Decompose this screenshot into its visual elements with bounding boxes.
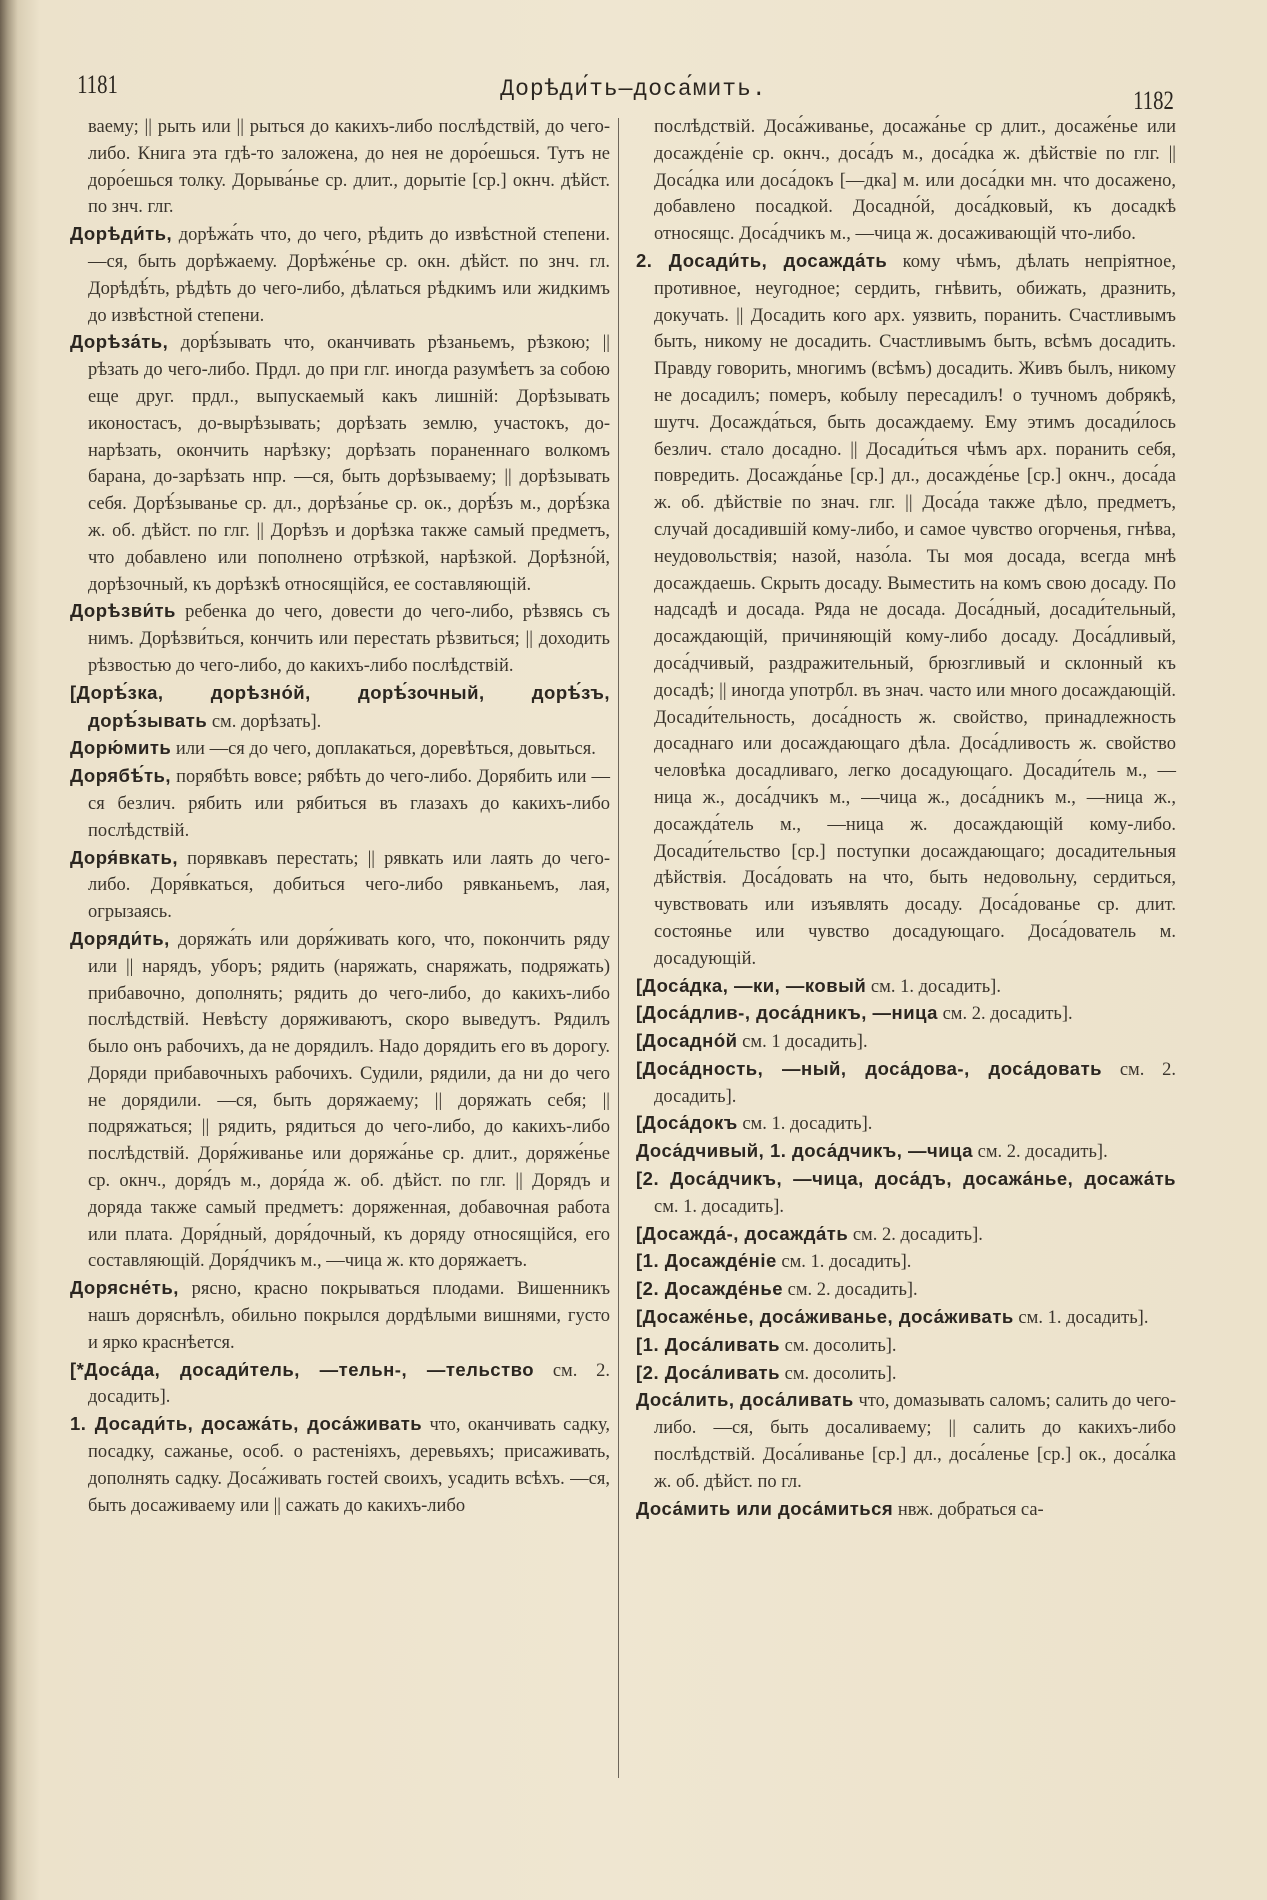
entry-body: доряжа́ть или доря́живать кого, что, покончить ряду или || нарядъ, уборъ; рядить (наряжать, снаряжать, подряжать) прибавочно, дополнять; рядить до чего-либо, до какихъ-либо послѣдствій. Невѣсту доряживаютъ, скоро выведутъ. Рядилъ было онъ рабочихъ, да не дорядилъ. Надо дорядить его въ дорогу. Доряди прибавочныхъ рабочихъ. Судили, рядили, да ни до чего не дорядили. —ся, быть доряжаему; || доряжать себя; || подряжаться; || рядить, рядиться до чего-либо, до какихъ-либо послѣдствій. Доря́живанье или доряжа́нье ср. длит., доряже́нье ср. окнч., доря́дъ м., доря́да ж. об. дѣйст. по глг. || Дорядъ и доряда также самый предметъ: доряженная, добавочная работа или плата. Доря́дный, доря́дочный, къ доряду относящійся, его составляющій. Доря́дчикъ м., —чица ж. кто доряжаетъ. (88, 929, 610, 1272)
dictionary-entry (636, 973, 1176, 1001)
entry-body: нвж. добраться са- (897, 1499, 1044, 1520)
entry-body: дорѣ́зывать что, оканчивать рѣзаньемъ, рѣзкою; || рѣзать до чего-либо. Прдл. до при глг. иногда разумѣетъ за собою еще друг. прдл., выпускаемый какъ лишній: Дорѣзывать иконостасъ, до-вырѣзывать; дорѣзать землю, участокъ, до-нарѣзать, окончить нарѣзку; дорѣзать пораненнаго волкомъ барана, до-зарѣзать нпр. —ся, быть дорѣзываему; || дорѣзывать себя. Дорѣ́зыванье ср. дл., дорѣза́нье ср. ок., дорѣ́зъ м., дорѣ́зка ж. об. дѣйст. по глг. || Дорѣзъ и дорѣзка также самый предметъ, что добавлено или пополнено отрѣзкой, нарѣзкой. Дорѣзно́й, дорѣзочный, къ дорѣзкѣ относящійся, ее составляющій. (88, 333, 611, 595)
entry-headword: Дорябѣ́ть, (70, 765, 172, 787)
dictionary-entry (70, 845, 610, 926)
dictionary-entry (636, 1110, 1176, 1138)
entry-body: порявкавъ перестать; || рявкать или лаять до чего-либо. Доря́вкаться, добиться чего-либо рявканьемъ, лая, огрызаясь. (88, 848, 610, 923)
entry-headword: Доса́мить или доса́миться (636, 1497, 894, 1519)
dictionary-entry (70, 114, 610, 221)
dictionary-entry (636, 1056, 1176, 1111)
column-divider (618, 118, 619, 1778)
entry-body: ваему; || рыть или || рыться до какихъ-либо послѣдствій, до чего-либо. Книга эта гдѣ-то заложена, до нея не доро́ешься. Тутъ не доро́ешься толку. Дорыва́нье ср. длит., дорытіе [ср.] окнч. дѣйст. по знч. глг. (88, 117, 610, 218)
entry-body: см. 2. досадить]. (977, 1142, 1108, 1163)
dictionary-entry (70, 1357, 610, 1412)
entry-body: см. 1 досадить]. (742, 1032, 868, 1053)
entry-body: см. 1. досадить]. (654, 1196, 785, 1217)
entry-body: рясно, красно покрываться плодами. Вишенникъ нашъ доряснѣлъ, обильно покрылся дордѣлыми вишнями, густо и ярко краснѣется. (88, 1279, 611, 1353)
entry-headword: [Доса́длив-, доса́дникъ, —ница (636, 1002, 938, 1024)
entry-body: см. 2. досадить]. (852, 1224, 983, 1245)
entry-body: кому чѣмъ, дѣлать непріятное, противное, неугодное; сердить, гнѣвить, обижать, дразнить, докучать. || Досадить кого арх. уязвить, поранить. Счастливымъ быть, никому не досадить. Счастливымъ быть, всѣмъ досадить. Правду говорить, многимъ (всѣмъ) досадить. Живъ былъ, никому не досадилъ; померъ, кобылу пересадилъ! о тучномъ добрякѣ, шутч. Досажда́ться, быть досаждаему. Ему этимъ досади́лось безлич. стало досадно. || Досади́ться чѣмъ арх. поранить себя, повредить. Досажда́нье [ср.] дл., досажде́нье [ср.] окнч., доса́да ж. об. дѣйствіе по знач. глг. || Доса́да также дѣло, предметъ, случай досадившій кому-либо, и самое чувство огорченья, гнѣва, неудовольствія; назой, назо́ла. Ты моя досада, всегда мнѣ досаждаешь. Скрыть досаду. Выместить на комъ свою досаду. По надсадѣ и досада. Ряда не досада. Доса́дный, досади́тельный, досаждающій, причиняющій кому-либо досаду. Доса́дливый, доса́дчивый, раздражительный, брюзгливый и склонный къ досадѣ; || иногда употрбл. въ знач. часто или много досаждающій. Досади́тельность, доса́дность ж. свойство, принадлежность досаднаго или досаждающаго дѣла. Доса́дливость ж. свойство человѣка досадливаго, легко досадующаго. Досади́тель м., —ница ж., доса́дчикъ м., —чица ж., доса́дникъ м., —ница ж., досажда́тель м., —ница ж. досаждающій кому-либо. Досади́тельство [ср.] поступки досаждающаго; досадительныя дѣйствія. Доса́довать на что, быть недовольну, сердиться, чувствовать или изъявлять досаду. Доса́дованье ср. длит. состоянье или чувство досадующаго. Доса́дователь м. досадующій. (654, 251, 1176, 969)
dictionary-entry (70, 221, 610, 329)
entry-body: дорѣжа́ть что, до чего, рѣдить до извѣстной степени. —ся, быть дорѣжаему. Дорѣже́нье ср. окн. дѣйст. по знч. гл. Дорѣдѣ́ть, рѣдѣть до чего-либо, дѣлаться рѣдкимъ или жидкимъ до извѣстной степени. (88, 225, 611, 326)
page-number-left: 1181 (77, 70, 118, 99)
dictionary-entry (636, 1221, 1176, 1249)
dictionary-entry (636, 1248, 1176, 1276)
entry-headword: Дорѣди́ть, (70, 223, 173, 245)
entry-body: см. дорѣзать]. (211, 711, 322, 732)
dictionary-entry (70, 1275, 610, 1356)
entry-headword: Дорѣзви́ть (70, 600, 176, 622)
entry-body: см. 1. досадить]. (781, 1252, 912, 1273)
dictionary-entry (636, 1000, 1176, 1028)
entry-headword: Доса́лить, доса́ливать (636, 1389, 854, 1411)
dictionary-entry (636, 248, 1176, 973)
dictionary-entry (70, 680, 610, 736)
entry-body: см. 2. досадить]. (942, 1004, 1073, 1025)
entry-headword: Доря́вкать, (70, 846, 179, 868)
entry-headword: [2. Доса́дчикъ, —чица, доса́дъ, досажа́нье, досажа́ть (636, 1168, 1176, 1190)
dictionary-entry (70, 763, 610, 844)
entry-headword: [*Доса́да, досади́тель, —тельн-, —тельство (70, 1358, 535, 1380)
entry-body: см. 1. досадить]. (742, 1114, 873, 1135)
entry-body: см. 2. досадить]. (787, 1280, 918, 1301)
entry-headword: [Доса́дность, —ный, доса́дова-, доса́довать (636, 1057, 1103, 1079)
entry-headword: [Досаже́нье, доса́живанье, доса́живать (636, 1306, 1014, 1328)
dictionary-entry (70, 926, 610, 1275)
entry-body: послѣдствій. Доса́живанье, досажа́нье ср длит., досаже́нье или досажде́ніе ср. окнч., доса́дъ м., доса́дка ж. дѣйствіе по глг. || Доса́дка или доса́докъ [—дка] м. или доса́дки мн. что досажено, добавлено посадкой. Досадно́й, доса́дковый, къ досадкѣ относящс. Доса́дчикъ м., —чица ж. досаживающій что-либо. (654, 117, 1176, 245)
entry-headword: 2. Досади́ть, досажда́ть (636, 249, 888, 271)
dictionary-entry (636, 1028, 1176, 1056)
entry-body: ребенка до чего, довести до чего-либо, рѣзвясь съ нимъ. Дорѣзви́ться, кончить или перестать рѣзвиться; || доходить рѣзвостью до чего-либо, до какихъ-либо послѣдствій. (88, 602, 610, 676)
entry-headword: [Досажда́-, досажда́ть (636, 1222, 849, 1244)
entry-body: см. 2. досадить]. (654, 1059, 1177, 1107)
dictionary-entry (70, 598, 610, 679)
entry-headword: [1. Досажде́ніе (636, 1250, 777, 1272)
entry-headword: Дорю́мить (70, 737, 172, 759)
page-number-right: 1182 (1133, 86, 1174, 115)
dictionary-entry (636, 1332, 1176, 1360)
entry-headword: 1. Досади́ть, досажа́ть, доса́живать (70, 1413, 423, 1435)
entry-body: порябѣть вовсе; рябѣть до чего-либо. Дорябить или —ся безлич. рябить или рябиться въ глазахъ до какихъ-либо послѣдствій. (88, 767, 610, 841)
entry-body: или —ся до чего, доплакаться, доревѣться, довыться. (175, 739, 596, 760)
dictionary-entry (636, 1276, 1176, 1304)
left-column (70, 114, 610, 1519)
dictionary-entry (636, 1496, 1176, 1524)
entry-headword: Доса́дчивый, 1. доса́дчикъ, —чица (636, 1140, 974, 1162)
entry-headword: Дорясне́ть, (70, 1277, 179, 1299)
entry-body: см. досолить]. (784, 1363, 897, 1384)
entry-body: см. 1. досадить]. (1018, 1308, 1149, 1329)
entry-headword: [Досадно́й (636, 1030, 738, 1052)
dictionary-entry (636, 114, 1176, 248)
entry-headword: Доряди́ть, (70, 927, 170, 949)
entry-body: что, домазывать саломъ; салить до чего-либо. —ся, быть досаливаему; || салить до какихъ-либо послѣдствій. Доса́ливанье [ср.] дл., доса́ленье [ср.] ок., доса́лка ж. об. дѣйст. по гл. (654, 1391, 1177, 1492)
dictionary-entry (636, 1166, 1176, 1221)
entry-headword: Дорѣза́ть, (70, 331, 169, 353)
entry-body: см. 1. досадить]. (870, 976, 1001, 997)
dictionary-entry (70, 329, 610, 598)
entry-body: см. досолить]. (784, 1335, 897, 1356)
entry-headword: [Дорѣ́зка, дорѣзно́й, дорѣ́зочный, дорѣ́зъ, дорѣ́зывать (70, 681, 610, 731)
dictionary-entry (636, 1387, 1176, 1495)
dictionary-entry (636, 1304, 1176, 1332)
running-head: Дорѣди́ть—доса́мить. (500, 76, 767, 102)
dictionary-entry (636, 1360, 1176, 1388)
dictionary-entry (70, 735, 610, 763)
entry-headword: [1. Доса́ливать (636, 1333, 780, 1355)
entry-headword: [2. Досажде́нье (636, 1278, 783, 1300)
right-column (636, 114, 1176, 1523)
entry-body: см. 2. досадить]. (88, 1360, 610, 1408)
entry-headword: [Доса́докъ (636, 1112, 738, 1134)
dictionary-entry (636, 1138, 1176, 1166)
dictionary-entry (70, 1411, 610, 1519)
entry-headword: [2. Доса́ливать (636, 1361, 780, 1383)
entry-body: что, оканчивать садку, посадку, сажанье, особ. о растеніяхъ, деревьяхъ; присаживать, дополнять садку. Доса́живать гостей своихъ, усадить всѣхъ. —ся, быть досаживаему или || сажать до какихъ-либо (88, 1415, 610, 1516)
entry-headword: [Доса́дка, —ки, —ковый (636, 974, 867, 996)
